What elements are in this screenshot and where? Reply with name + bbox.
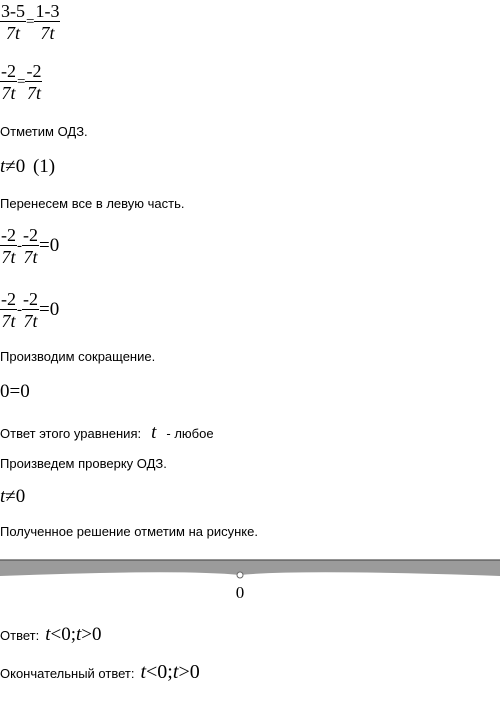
not-equal-sign: ≠ [5, 156, 16, 177]
fraction [25, 62, 42, 102]
numerator: 1-3 [35, 1, 60, 21]
variable: t [151, 422, 157, 443]
final-answer-expression [140, 661, 199, 683]
check-condition [0, 486, 25, 508]
fraction [0, 226, 17, 266]
odz-condition [0, 156, 55, 178]
fraction [0, 2, 26, 42]
minus-sign: - [17, 237, 22, 254]
solution-region [0, 560, 500, 576]
condition: <0; [146, 661, 173, 683]
numerator: 3-5 [1, 1, 25, 21]
numerator: -2 [23, 225, 38, 245]
answer-equation-label: Ответ этого уравнения: [0, 426, 142, 441]
equation-5: 0=0 [0, 381, 30, 402]
value: 0 [15, 486, 26, 507]
final-answer-label: Окончательный ответ: [0, 666, 135, 681]
numerator: -2 [1, 289, 16, 309]
variable: t [75, 624, 82, 645]
right-hand-side: =0 [39, 235, 60, 256]
equation-1 [0, 2, 60, 42]
answer-equation-value: - любое [166, 426, 214, 441]
answer-equation [0, 422, 214, 444]
note-move: Перенесем все в левую часть. [0, 196, 185, 211]
fraction [0, 62, 17, 102]
equals-sign: = [26, 13, 35, 30]
denominator: 7t [5, 23, 20, 43]
equation-3 [0, 226, 59, 266]
value: 0 [15, 156, 26, 177]
number-line [0, 554, 500, 604]
fraction [0, 290, 17, 330]
variable: t [140, 661, 147, 683]
denominator: 7t [23, 311, 38, 331]
note-odz: Отметим ОДЗ. [0, 124, 88, 139]
numerator: -2 [1, 61, 16, 81]
fraction [34, 2, 60, 42]
answer-expression [45, 624, 101, 645]
fraction [22, 226, 39, 266]
denominator: 7t [26, 83, 41, 103]
denominator: 7t [1, 311, 16, 331]
condition: >0 [81, 624, 102, 645]
note-check: Произведем проверку ОДЗ. [0, 456, 167, 471]
equation-4 [0, 290, 59, 330]
equation-2 [0, 62, 42, 102]
condition: <0; [50, 624, 76, 645]
right-hand-side: =0 [39, 299, 60, 320]
excluded-point-icon [237, 572, 243, 578]
not-equal-sign: ≠ [5, 486, 16, 507]
denominator: 7t [40, 23, 55, 43]
note-reduce: Производим сокращение. [0, 349, 156, 364]
minus-sign: - [17, 301, 22, 318]
variable: t [0, 486, 6, 507]
numerator: -2 [23, 289, 38, 309]
numerator: -2 [26, 61, 42, 81]
note-picture: Полученное решение отметим на рисунке. [0, 524, 258, 539]
condition: >0 [178, 661, 200, 683]
numerator: -2 [1, 225, 16, 245]
final-answer [0, 661, 200, 684]
answer [0, 624, 101, 646]
denominator: 7t [23, 247, 38, 267]
point-label: 0 [235, 583, 245, 602]
variable: t [45, 624, 51, 645]
variable: t [0, 156, 6, 177]
fraction [22, 290, 39, 330]
answer-label: Ответ: [0, 628, 40, 643]
equation-tag: (1) [32, 156, 56, 177]
number-line-graphic [0, 554, 500, 604]
variable: t [172, 661, 179, 683]
denominator: 7t [1, 83, 16, 103]
denominator: 7t [1, 247, 16, 267]
equals-sign: = [17, 73, 26, 90]
